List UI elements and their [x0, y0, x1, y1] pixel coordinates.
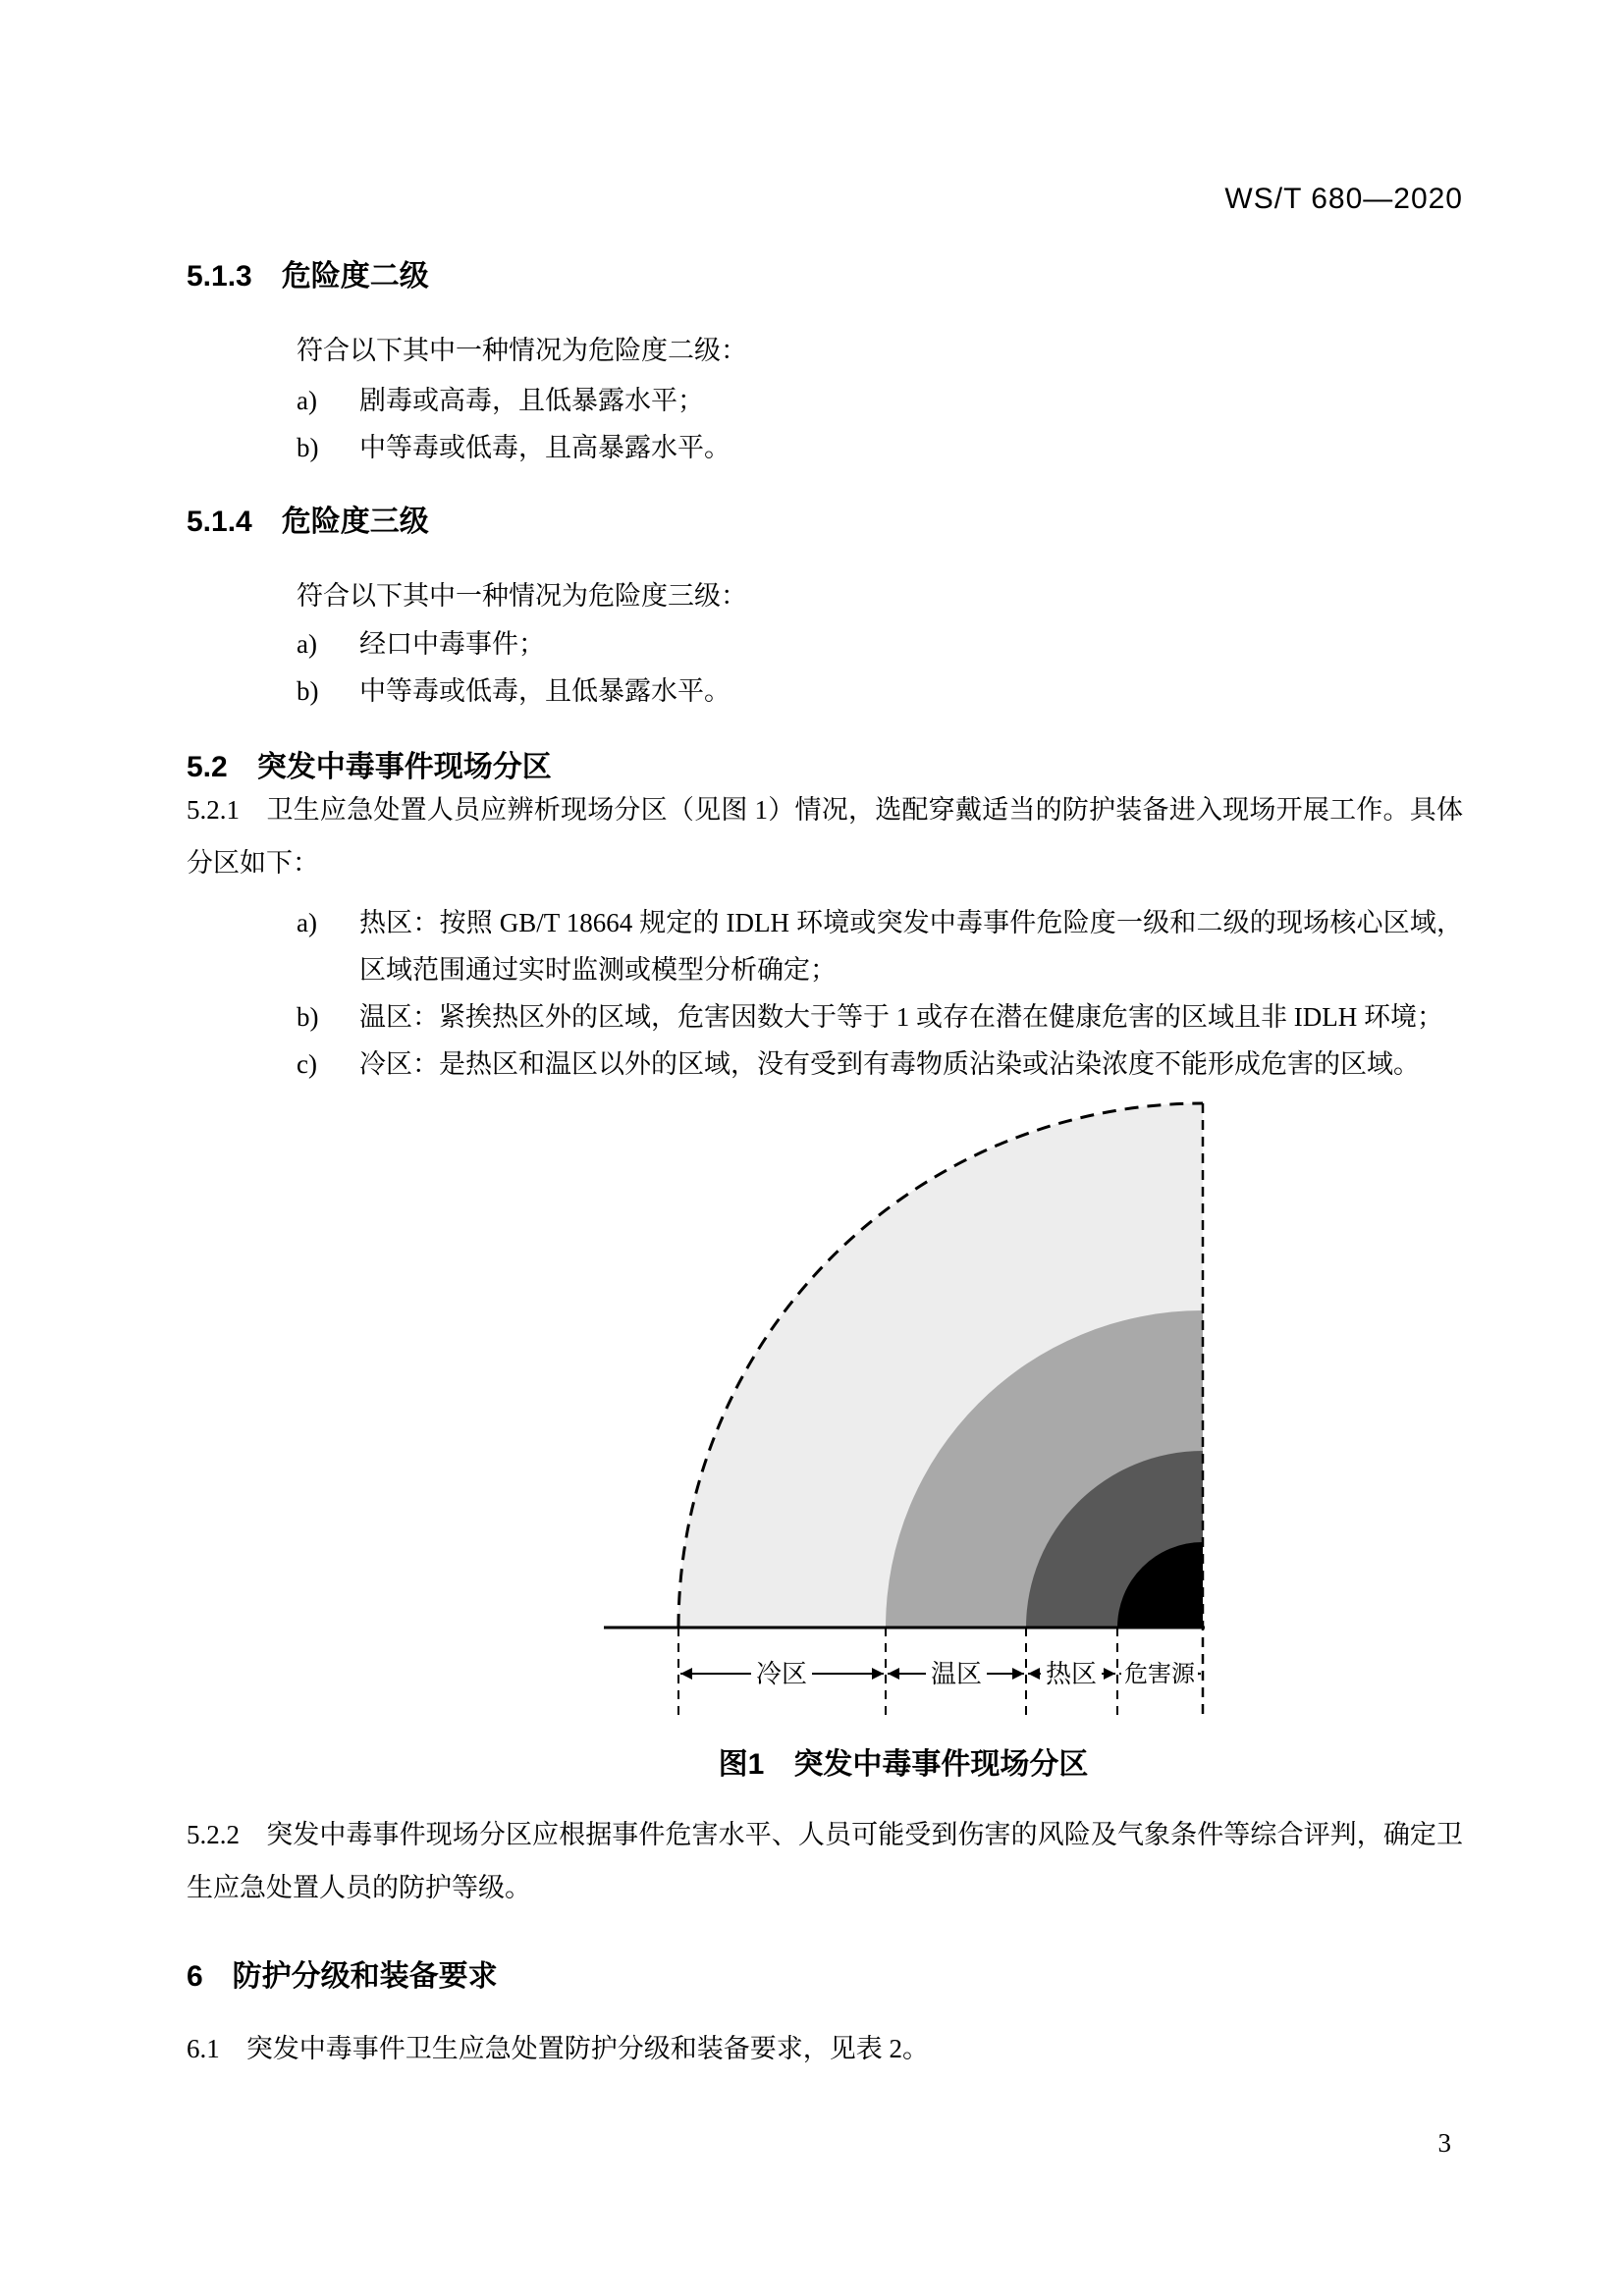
list-item: [297, 899, 1463, 993]
list-marker: b): [297, 1002, 319, 1032]
section-5-2-heading: 5.2 突发中毒事件现场分区: [187, 751, 552, 783]
list-item-text: 中等毒或低毒，且低暴露水平。: [359, 676, 731, 706]
section-5-1-4-list: [187, 620, 1463, 715]
section-5-1-4-intro: 符合以下其中一种情况为危险度三级：: [297, 581, 747, 611]
hazard-source-label: 危害源: [1124, 1662, 1195, 1687]
list-marker: a): [297, 629, 317, 659]
section-6-heading: 6 防护分级和装备要求: [187, 1960, 498, 1993]
arrow-left-icon: [1028, 1668, 1040, 1680]
list-item-text: 中等毒或低毒，且高暴露水平。: [359, 433, 731, 462]
list-marker: b): [297, 433, 319, 462]
list-item-text: 温区：紧挨热区外的区域，危害因数大于等于 1 或存在潜在健康危害的区域且非 IDLH 环境；: [359, 1002, 1443, 1032]
arrow-left-icon: [888, 1668, 899, 1680]
list-item-text: 冷区：是热区和温区以外的区域，没有受到有毒物质沾染或沾染浓度不能形成危害的区域。: [359, 1049, 1420, 1079]
section-5-1-3-list: [187, 377, 1463, 471]
list-marker: a): [297, 386, 317, 415]
list-item: [297, 1041, 1463, 1088]
list-item: [297, 667, 1463, 715]
paragraph-5-2-2: 5.2.2 突发中毒事件现场分区应根据事件危害水平、人员可能受到伤害的风险及气象条件等综合评判，确定卫生应急处置人员的防护等级。: [187, 1820, 1463, 1902]
cold-zone-label: 冷区: [755, 1660, 808, 1688]
hot-zone-label: 热区: [1045, 1660, 1098, 1688]
standard-number: WS/T 680—2020: [1224, 183, 1463, 215]
arrow-left-icon: [680, 1668, 692, 1680]
list-item-text: 热区：按照 GB/T 18664 规定的 IDLH 环境或突发中毒事件危险度一级和二级的现场核心区域，区域范围通过实时监测或模型分析确定；: [359, 908, 1463, 985]
list-item: [297, 620, 1463, 667]
paragraph-5-2-1: 5.2.1 卫生应急处置人员应辨析现场分区（见图 1）情况，选配穿戴适当的防护装备进入现场开展工作。具体分区如下：: [187, 795, 1463, 878]
warm-zone-label: 温区: [930, 1660, 983, 1688]
list-item: [297, 993, 1463, 1041]
section-5-1-3-intro: 符合以下其中一种情况为危险度二级：: [297, 336, 747, 365]
section-5-2-1-list: [187, 899, 1463, 1088]
list-item-text: 剧毒或高毒，且低暴露水平；: [359, 386, 704, 415]
arrow-right-icon: [872, 1668, 884, 1680]
list-marker: a): [297, 908, 317, 937]
paragraph-6-1: 6.1 突发中毒事件卫生应急处置防护分级和装备要求，见表 2。: [187, 2034, 929, 2063]
list-item: [297, 377, 1463, 424]
section-5-1-3-heading: 5.1.3 危险度二级: [187, 260, 429, 293]
section-5-1-4-heading: 5.1.4 危险度三级: [187, 506, 429, 538]
zone-diagram: [589, 1095, 1218, 1733]
list-marker: b): [297, 676, 319, 706]
list-item: [297, 424, 1463, 471]
list-marker: c): [297, 1049, 317, 1079]
site-zoning-figure: [589, 1095, 1218, 1733]
page-number: 3: [1437, 2128, 1451, 2158]
figure-caption: 图1 突发中毒事件现场分区: [718, 1748, 1089, 1781]
arrow-right-icon: [1012, 1668, 1024, 1680]
arrow-right-icon: [1104, 1668, 1115, 1680]
list-item-text: 经口中毒事件；: [359, 629, 545, 659]
